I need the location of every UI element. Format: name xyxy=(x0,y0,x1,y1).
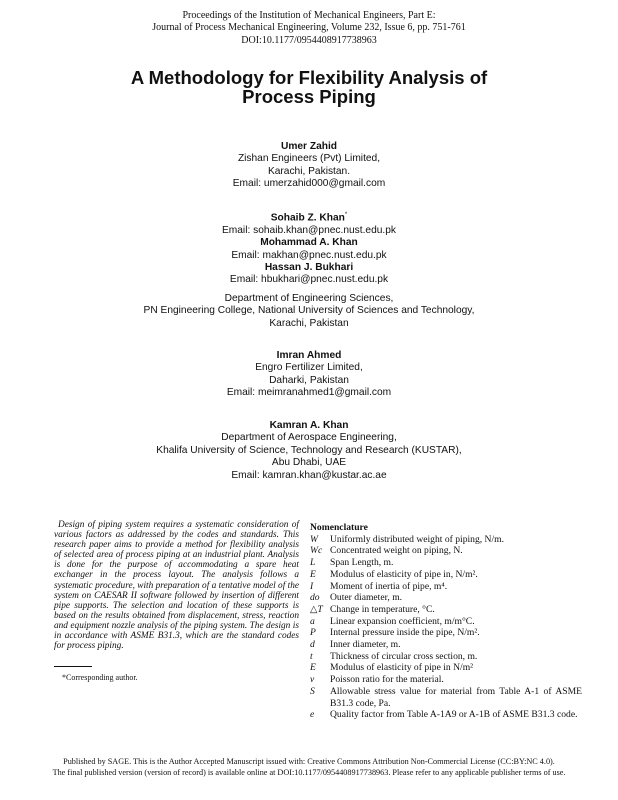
author-email: Email: kamran.khan@kustar.ac.ae xyxy=(231,469,387,481)
author-email: Email: umerzahid000@gmail.com xyxy=(232,178,386,190)
nomenclature-definition: Inner diameter, m. xyxy=(330,639,401,651)
nomenclature-symbol: e xyxy=(310,709,315,721)
author-email: Email: meimranahmed1@gmail.com xyxy=(226,387,392,399)
author-email: Email: makhan@pnec.nust.edu.pk xyxy=(231,249,387,261)
nomenclature-symbol: do xyxy=(310,592,320,604)
affiliation: Department of Engineering Sciences, xyxy=(224,293,394,304)
nomenclature-symbol: W xyxy=(310,533,318,545)
affiliation: Karachi, Pakistan xyxy=(269,317,349,329)
nomenclature-symbol: t xyxy=(310,650,313,662)
abstract: Design of piping system requires a systematic consideration of various factors as addressed by the codes and standards. This research paper aims to provide a method for flexibility analysis of selected area of process piping at an industrial plant. Analysis is done for the purpose of accommodating a spare heat exchanger in the process layout. The analysis follows a systematic procedure, with preparation of a tentative model of the system on CAESAR II software followed by insertion of different pipe supports. The selection and location of these supports is based on the results obtained from displacement, stress, reaction and equipment nozzle analysis of the piping system. The design is in accordance with ASME B31.3, which are the standard codes for process piping. xyxy=(54,520,299,652)
nomenclature-item xyxy=(310,557,582,569)
nomenclature-symbol: S xyxy=(310,685,315,697)
nomenclature-item xyxy=(310,569,582,581)
publisher-footer xyxy=(0,756,618,778)
nomenclature xyxy=(310,522,582,721)
nomenclature-definition: Thickness of circular cross section, m. xyxy=(330,650,478,662)
nomenclature-definition: Quality factor from Table A-1A9 or A-1B of ASME B31.3 code. xyxy=(330,709,578,721)
nomenclature-definition: Modulus of elasticity of pipe in, N/m². xyxy=(330,568,478,580)
nomenclature-definition: Internal pressure inside the pipe, N/m². xyxy=(330,627,480,639)
author-block xyxy=(0,350,618,400)
nomenclature-definition: Outer diameter, m. xyxy=(330,592,403,604)
nomenclature-symbol: P xyxy=(310,627,316,639)
journal-header xyxy=(0,10,618,47)
nomenclature-item xyxy=(310,651,582,663)
nomenclature-symbol: E xyxy=(310,662,316,674)
nomenclature-list xyxy=(310,534,582,721)
title-line: A Methodology for Flexibility Analysis of xyxy=(130,67,488,88)
affiliation: Engro Fertilizer Limited, xyxy=(255,362,363,374)
nomenclature-definition: Concentrated weight on piping, N. xyxy=(330,545,463,557)
author-name: Umer Zahid xyxy=(280,141,338,152)
affiliation: Department of Aerospace Engineering, xyxy=(221,432,397,444)
nomenclature-item xyxy=(310,534,582,546)
author-name: Hassan J. Bukhari xyxy=(264,262,354,274)
nomenclature-definition: Uniformly distributed weight of piping, N/m. xyxy=(330,533,505,545)
nomenclature-item xyxy=(310,639,582,651)
nomenclature-item xyxy=(310,662,582,674)
nomenclature-symbol: Wc xyxy=(310,545,323,557)
header-line: Journal of Process Mechanical Engineering, Volume 232, Issue 6, pp. 751-761 xyxy=(152,22,466,34)
nomenclature-definition: Allowable stress value for material from Table A-1 of ASME B31.3 code, Pa. xyxy=(330,685,582,709)
nomenclature-item xyxy=(310,686,582,709)
author-block xyxy=(0,141,618,191)
author-email: Email: sohaib.khan@pnec.nust.edu.pk xyxy=(221,224,396,236)
nomenclature-item xyxy=(310,581,582,593)
nomenclature-definition: Change in temperature, °C. xyxy=(330,603,435,615)
nomenclature-item xyxy=(310,604,582,616)
corresponding-mark: * xyxy=(344,212,348,218)
nomenclature-item xyxy=(310,592,582,604)
footer-line: The final published version (version of record) is available online at DOI:10.1177/0954408917738963. Please refer to any applicable publisher terms of use. xyxy=(52,768,566,777)
footer-line: Published by SAGE. This is the Author Accepted Manuscript issued with: Creative Commons Attribution Non-Commercial License (CC:BY:NC 4.0). xyxy=(63,757,555,766)
affiliation: Abu Dhabi, UAE xyxy=(271,457,347,469)
nomenclature-symbol: E xyxy=(310,568,316,580)
author-block xyxy=(0,209,618,287)
nomenclature-symbol: I xyxy=(310,580,314,592)
department-block xyxy=(0,293,618,330)
nomenclature-symbol: L xyxy=(310,557,316,569)
nomenclature-symbol: △T xyxy=(310,603,323,615)
author-block xyxy=(0,420,618,482)
author-name: Sohaib Z. Khan xyxy=(270,212,345,224)
affiliation: Daharki, Pakistan xyxy=(269,374,349,386)
nomenclature-definition: Poisson ratio for the material. xyxy=(330,674,444,686)
nomenclature-item xyxy=(310,674,582,686)
affiliation: Zishan Engineers (Pvt) Limited, xyxy=(237,153,381,165)
affiliation: Karachi, Pakistan. xyxy=(267,165,351,177)
nomenclature-item xyxy=(310,616,582,628)
footnote: *Corresponding author. xyxy=(62,673,138,682)
nomenclature-definition: Modulus of elasticity of pipe in N/m² xyxy=(330,662,474,674)
affiliation: PN Engineering College, National University of Sciences and Technology, xyxy=(143,305,475,317)
author-name: Mohammad A. Khan xyxy=(260,237,358,249)
nomenclature-item xyxy=(310,545,582,557)
author-name: Kamran A. Khan xyxy=(269,420,349,431)
nomenclature-heading: Nomenclature xyxy=(310,522,368,533)
nomenclature-item xyxy=(310,627,582,639)
author-name: Imran Ahmed xyxy=(276,350,342,361)
header-line: DOI:10.1177/0954408917738963 xyxy=(241,34,377,46)
nomenclature-symbol: a xyxy=(310,615,315,627)
paper-title xyxy=(0,68,618,106)
header-line: Proceedings of the Institution of Mechanical Engineers, Part E: xyxy=(182,10,436,21)
nomenclature-definition: Moment of inertia of pipe, m⁴. xyxy=(330,580,448,592)
affiliation: Khalifa University of Science, Technology and Research (KUSTAR), xyxy=(156,444,462,456)
footnote-divider xyxy=(54,666,92,667)
nomenclature-symbol: v xyxy=(310,674,315,686)
nomenclature-definition: Span Length, m. xyxy=(330,557,394,569)
title-line: Process Piping xyxy=(242,86,376,107)
nomenclature-symbol: d xyxy=(310,639,315,651)
author-email: Email: hbukhari@pnec.nust.edu.pk xyxy=(229,274,389,286)
nomenclature-item xyxy=(310,709,582,721)
nomenclature-definition: Linear expansion coefficient, m/m°C. xyxy=(330,615,475,627)
